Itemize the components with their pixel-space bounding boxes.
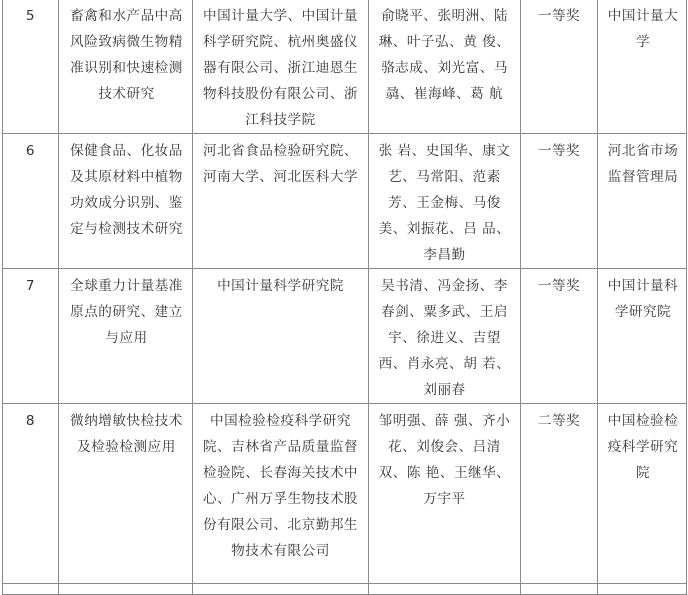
empty-cell [3,584,59,595]
nominator-cell: 中国检验检疫科学研究院 [598,404,687,584]
awards-table [2,0,687,595]
award-level-cell: 一等奖 [521,134,598,269]
project-name-cell: 保健食品、化妆品及其原材料中植物功效成分识别、鉴定与检测技术研究 [59,134,193,269]
award-level-cell: 一等奖 [521,269,598,404]
row-number-cell: 5 [3,0,59,134]
empty-cell [193,584,369,595]
table-row [3,269,687,404]
participants-cell: 俞晓平、张明洲、陆 琳、叶子弘、黄 俊、骆志成、刘光富、马 骉、崔海峰、葛 航 [369,0,521,134]
row-number-cell: 6 [3,134,59,269]
nominator-cell: 中国计量大学 [598,0,687,134]
project-name-cell: 畜禽和水产品中高风险致病微生物精准识别和快速检测技术研究 [59,0,193,134]
empty-cell [59,584,193,595]
award-level-cell: 二等奖 [521,404,598,584]
participants-cell: 吴书清、冯金扬、李春剑、粟多武、王启宇、徐进义、吉望西、肖永亮、胡 若、刘丽春 [369,269,521,404]
empty-cell [521,584,598,595]
organizations-cell: 中国计量大学、中国计量科学研究院、杭州奥盛仪器有限公司、浙江迪恩生物科技股份有限公司、浙江科技学院 [193,0,369,134]
empty-cell [598,584,687,595]
organizations-cell: 中国检验检疫科学研究院、吉林省产品质量监督检验院、长春海关技术中心、广州万孚生物技术股份有限公司、北京勤邦生物技术有限公司 [193,404,369,584]
table-row-partial [3,584,687,595]
project-name-cell: 微纳增敏快检技术及检验检测应用 [59,404,193,584]
row-number-cell: 8 [3,404,59,584]
award-level-cell: 一等奖 [521,0,598,134]
nominator-cell: 中国计量科学研究院 [598,269,687,404]
participants-cell: 邹明强、薛 强、齐小花、刘俊会、吕清双、陈 艳、王继华、万宇平 [369,404,521,584]
participants-cell: 张 岩、史国华、康文艺、马常阳、范素芳、王金梅、马俊美、刘振花、吕 品、李昌勤 [369,134,521,269]
table-row [3,134,687,269]
project-name-cell: 全球重力计量基准原点的研究、建立与应用 [59,269,193,404]
empty-cell [369,584,521,595]
nominator-cell: 河北省市场监督管理局 [598,134,687,269]
table-row [3,404,687,584]
table-row [3,0,687,134]
organizations-cell: 河北省食品检验研究院、河南大学、河北医科大学 [193,134,369,269]
row-number-cell: 7 [3,269,59,404]
organizations-cell: 中国计量科学研究院 [193,269,369,404]
